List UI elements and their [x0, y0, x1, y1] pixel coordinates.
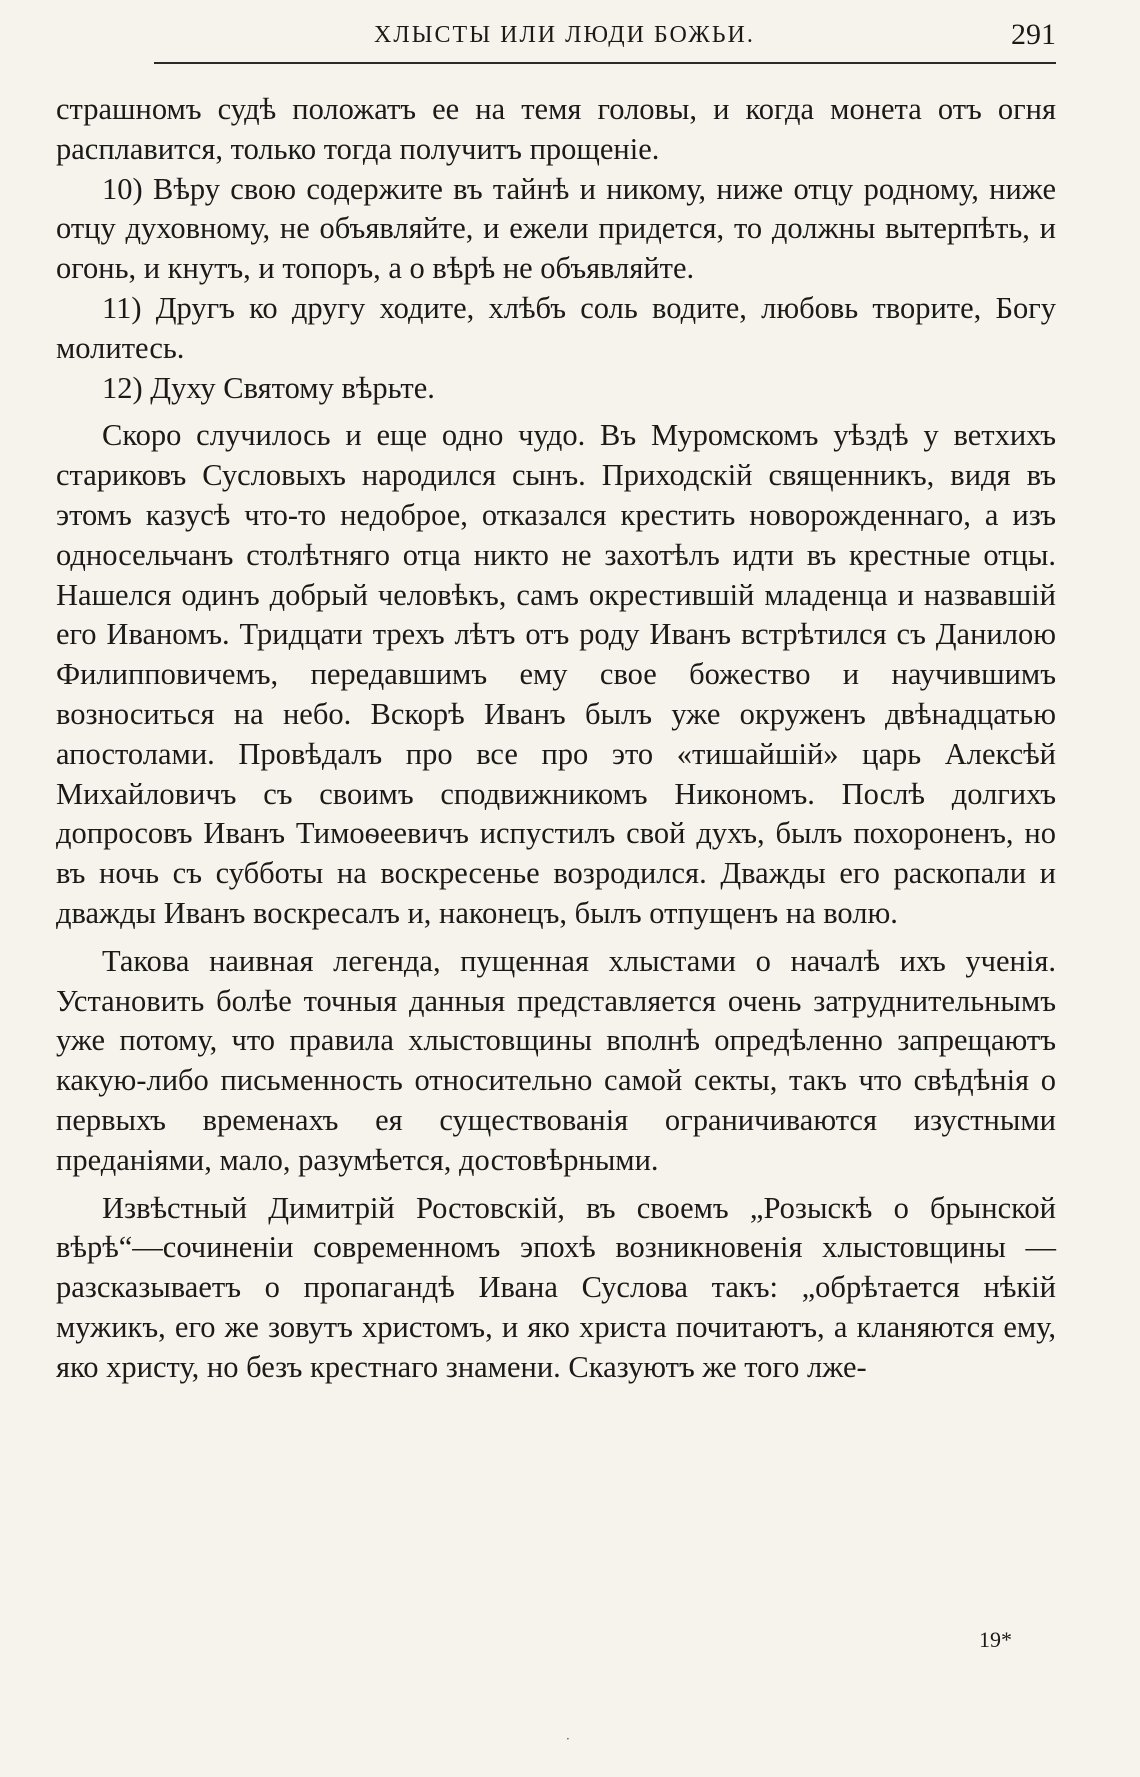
paragraph-continuation: страшномъ судѣ положатъ ее на темя головы, и когда монета отъ огня расплавится, только тогда получитъ прощеніе. — [56, 92, 1056, 166]
rule-12: 12) Духу Святому вѣрьте. — [102, 370, 435, 405]
paragraph-dimitry-rostovsky: Извѣстный Димитрій Ростовскій, въ своемъ „Розыскѣ о брынской вѣрѣ“—сочиненіи современномъ эпохѣ возникновенія хлыстовщины — разсказываетъ о пропагандѣ Ивана Суслова такъ: „обрѣтается нѣкій мужикъ, его же зовутъ христомъ, и яко христа почитаютъ, а кланяются ему, яко христу, но безъ крестнаго знамени. Сказуютъ же того лже- — [56, 1190, 1056, 1384]
print-speck: · — [566, 1732, 570, 1746]
rule-10: 10) Вѣру свою содержите въ тайнѣ и никому, ниже отцу родному, ниже отцу духовному, не объявляйте, и ежели придется, то должны вытерпѣть, и огонь, и кнутъ, и топоръ, а о вѣрѣ не объявляйте. — [56, 171, 1056, 286]
page-body — [56, 90, 1056, 1388]
paragraph-legend: Скоро случилось и еще одно чудо. Въ Муромскомъ уѣздѣ у ветхихъ стариковъ Сусловыхъ народился сынъ. Приходскій священникъ, видя въ этомъ казусѣ что-то недоброе, отказался крестить новорожденнаго, а изъ односельчанъ столѣтняго отца никто не захотѣлъ идти въ крестные отцы. Нашелся одинъ добрый человѣкъ, самъ окрестившій младенца и назвавшій его Иваномъ. Тридцати трехъ лѣтъ отъ роду Иванъ встрѣтился съ Данилою Филипповичемъ, передавшимъ ему свое божество и научившимъ возноситься на небо. Вскорѣ Иванъ былъ уже окруженъ двѣнадцатью апостолами. Провѣдалъ про все про это «тишайшій» царь Алексѣй Михайловичъ съ своимъ сподвижникомъ Никономъ. Послѣ долгихъ допросовъ Иванъ Тимоѳеевичъ испустилъ свой духъ, былъ похороненъ, но въ ночь съ субботы на воскресенье возродился. Дважды его раскопали и дважды Иванъ воскресалъ и, наконецъ, былъ отпущенъ на волю. — [56, 418, 1056, 930]
book-page — [56, 18, 1056, 1758]
rule-11: 11) Другъ ко другу ходите, хлѣбъ соль водите, любовь творите, Богу молитесь. — [56, 290, 1056, 365]
page-number: 291 — [1011, 18, 1056, 51]
running-header — [154, 18, 1056, 64]
signature-mark: 19* — [979, 1627, 1012, 1652]
running-title: ХЛЫСТЫ ИЛИ ЛЮДИ БОЖЬИ. — [374, 22, 755, 48]
paragraph-sources: Такова наивная легенда, пущенная хлыстами о началѣ ихъ ученія. Установить болѣе точныя данныя представляется очень затруднительнымъ уже потому, что правила хлыстовщины вполнѣ опредѣленно запрещаютъ какую-либо письменность относительно самой секты, такъ что свѣдѣнія о первыхъ временахъ ея существованія ограничиваются изустными преданіями, мало, разумѣется, достовѣрными. — [56, 943, 1056, 1177]
